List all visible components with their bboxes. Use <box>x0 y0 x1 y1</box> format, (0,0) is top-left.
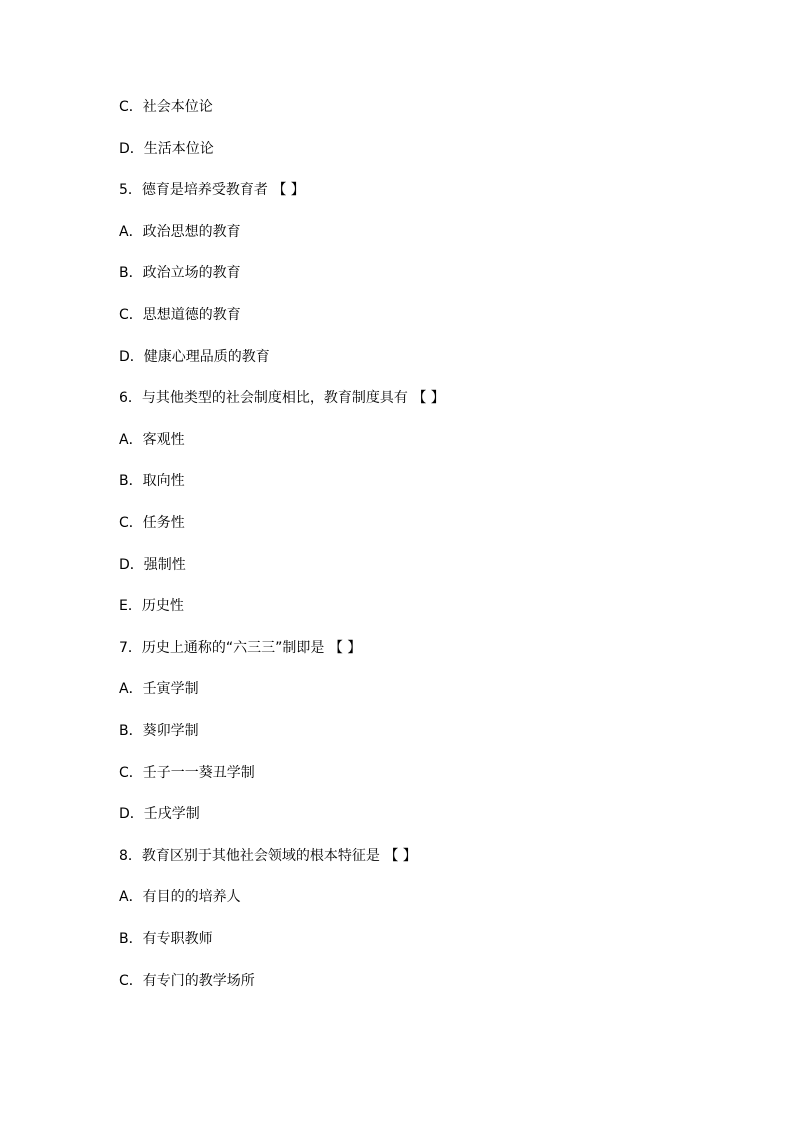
option-line: A．政治思想的教育 <box>119 224 241 240</box>
question-line: 7．历史上通称的“六三三”制即是 【 】 <box>119 640 362 656</box>
option-line: C．壬子一一葵丑学制 <box>119 765 255 781</box>
option-line: B．取向性 <box>119 473 185 489</box>
option-line: D．强制性 <box>119 557 186 573</box>
option-line: C．社会本位论 <box>119 99 213 115</box>
option-line: A．有目的的培养人 <box>119 889 241 905</box>
option-line: B．政治立场的教育 <box>119 265 241 281</box>
option-line: D．生活本位论 <box>119 141 214 157</box>
option-line: C．任务性 <box>119 515 185 531</box>
option-line: A．客观性 <box>119 432 185 448</box>
option-line: C．思想道德的教育 <box>119 307 241 323</box>
option-line: A．壬寅学制 <box>119 681 199 697</box>
option-line: D．壬戌学制 <box>119 806 200 822</box>
question-line: 8．教育区别于其他社会领域的根本特征是 【 】 <box>119 848 417 864</box>
option-line: D．健康心理品质的教育 <box>119 349 270 365</box>
question-line: 5．德育是培养受教育者 【 】 <box>119 182 305 198</box>
option-line: B．葵卯学制 <box>119 723 199 739</box>
option-line: E．历史性 <box>119 598 184 614</box>
question-line: 6．与其他类型的社会制度相比，教育制度具有 【 】 <box>119 390 445 406</box>
option-line: B．有专职教师 <box>119 931 213 947</box>
option-line: C．有专门的教学场所 <box>119 973 255 989</box>
